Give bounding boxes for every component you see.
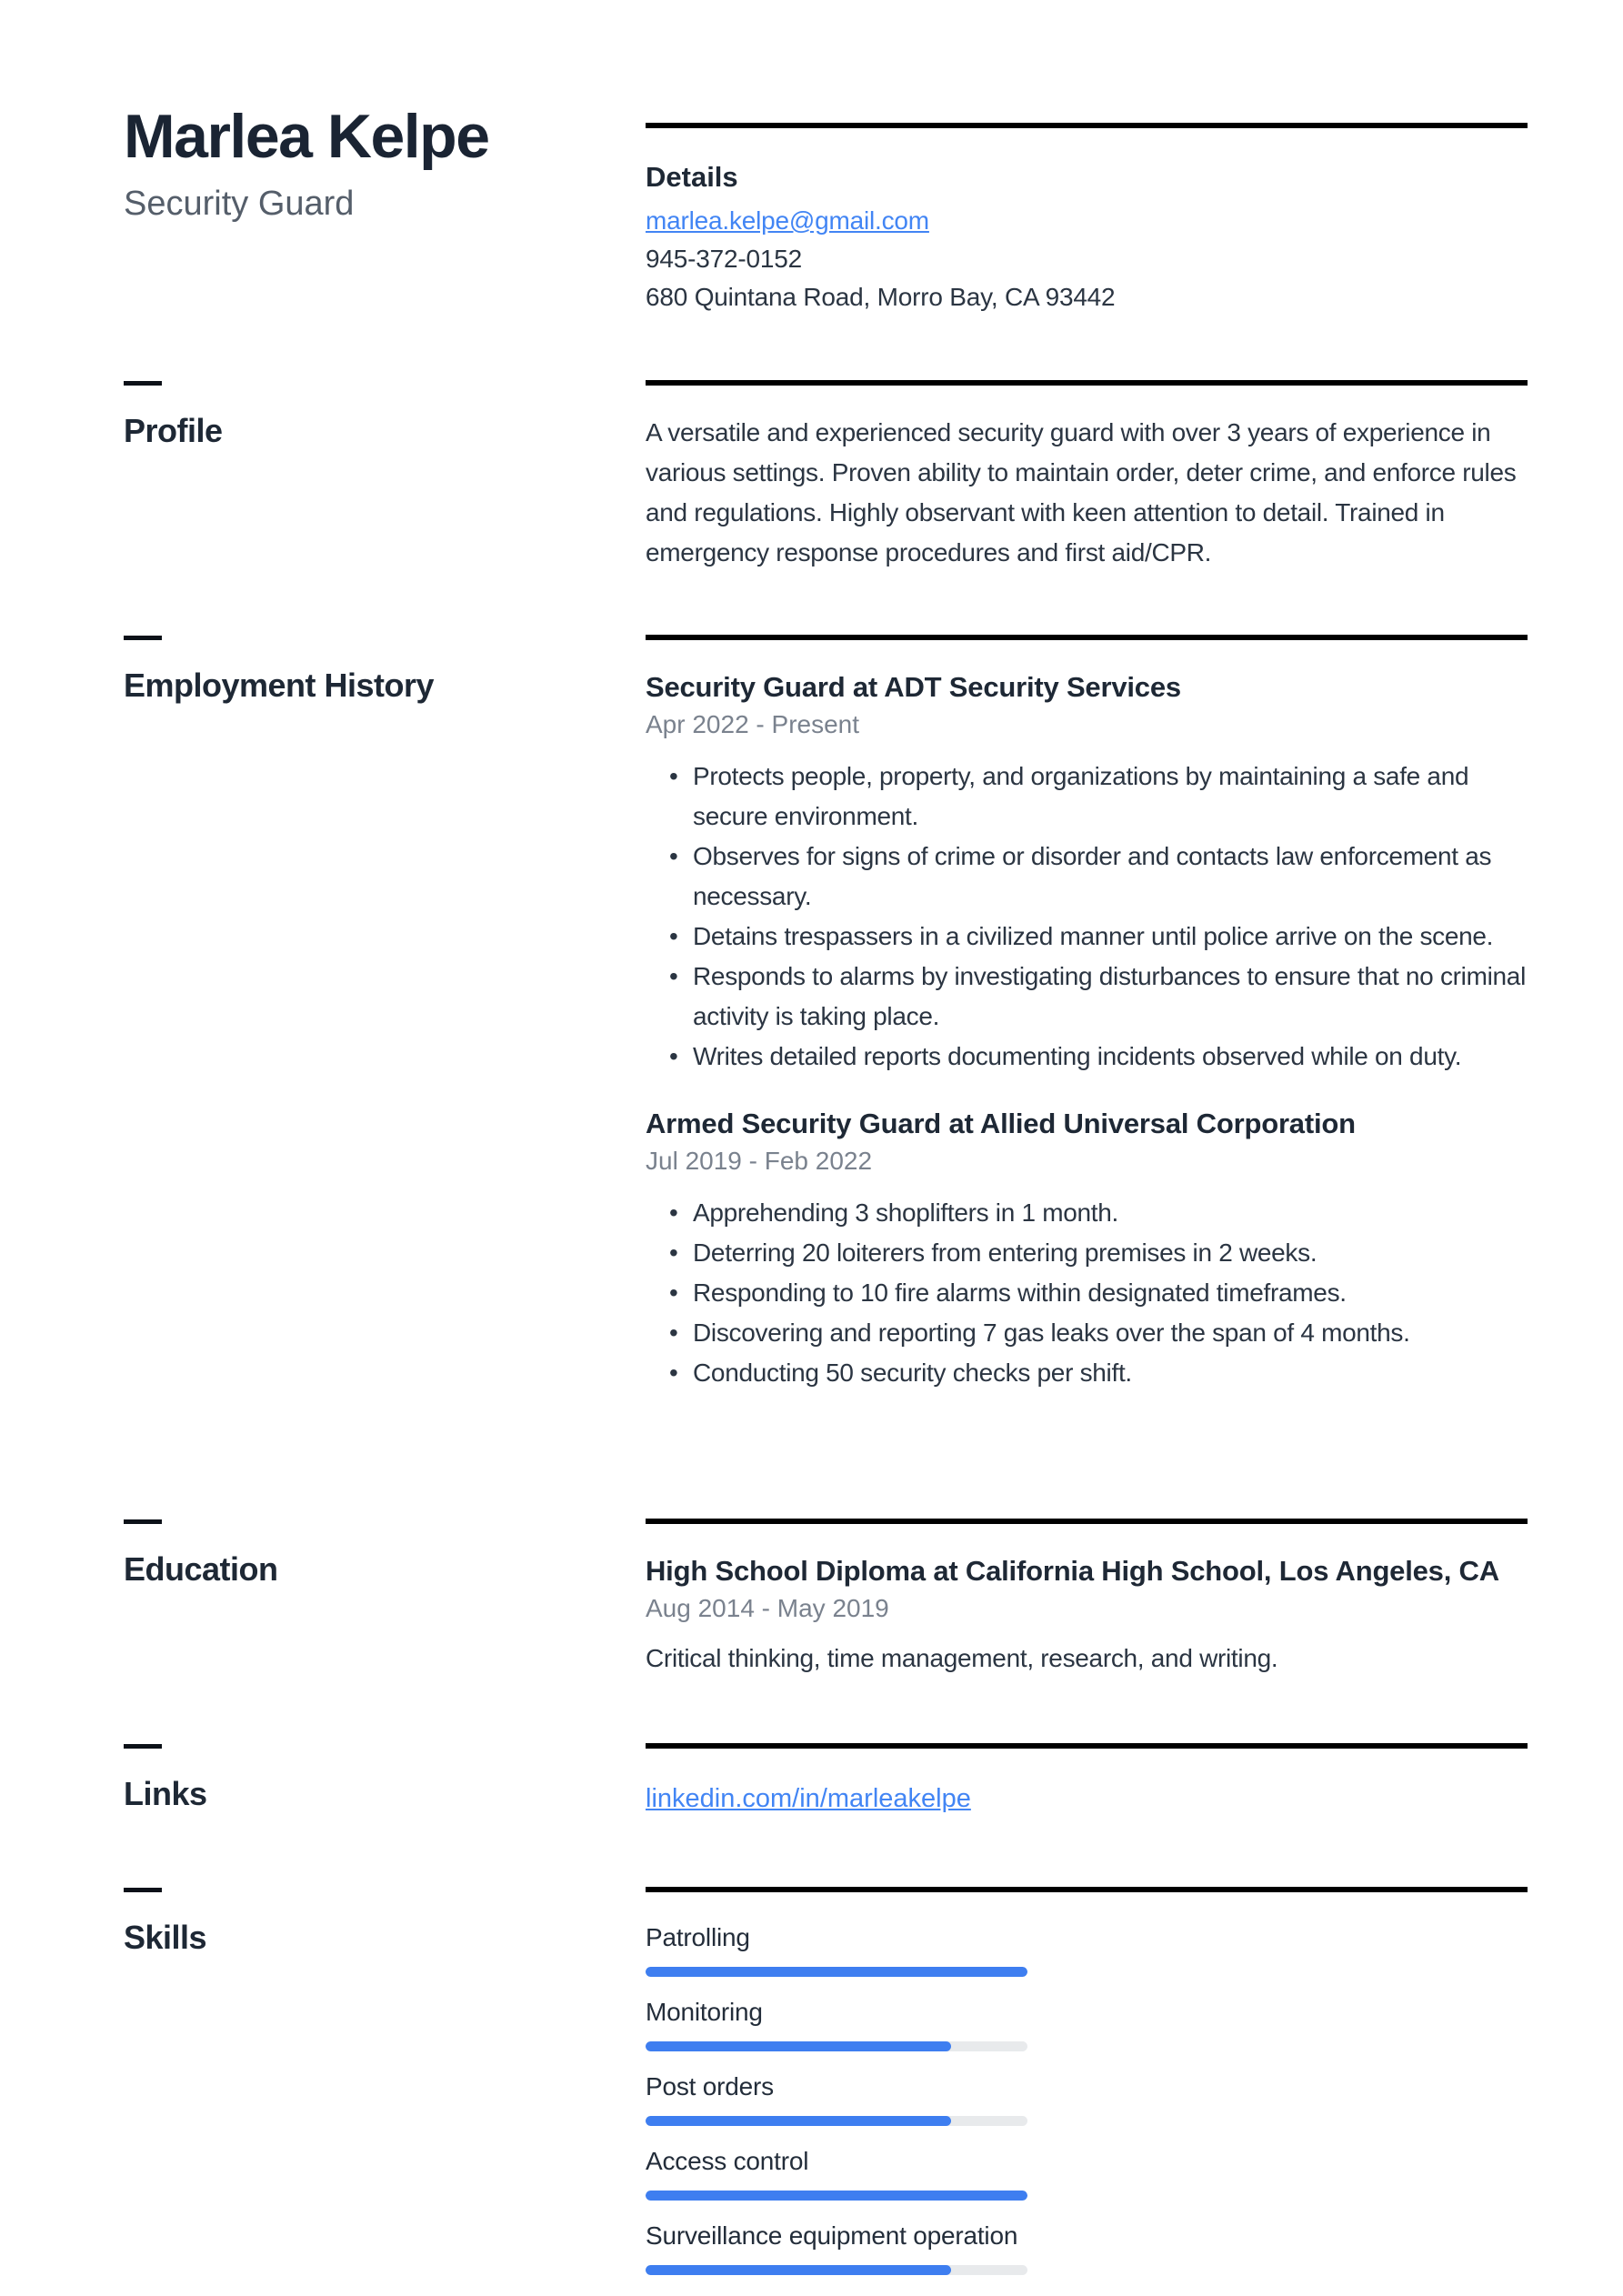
job-bullet-list xyxy=(646,757,1528,1077)
skill-bar-fill xyxy=(646,2116,951,2126)
skills-section xyxy=(124,1887,1528,2294)
person-name: Marlea Kelpe xyxy=(124,102,489,171)
skill-label: Monitoring xyxy=(646,1998,763,2026)
job-dates: Jul 2019 - Feb 2022 xyxy=(646,1147,873,1175)
bullet-item: • Discovering and reporting 7 gas leaks over the span of 4 months. xyxy=(646,1313,1528,1353)
skill-bar-track xyxy=(646,2191,1027,2201)
section-dash xyxy=(124,1744,162,1749)
profile-section xyxy=(124,380,1528,573)
skill-bar-track xyxy=(646,1967,1027,1977)
skill-bar-fill xyxy=(646,2265,951,2275)
job-title: Armed Security Guard at Allied Universal Corporation xyxy=(646,1108,1356,1139)
bullet-item: • Protects people, property, and organizations by maintaining a safe and secure environment. xyxy=(646,757,1528,837)
section-rule xyxy=(646,380,1528,386)
section-dash xyxy=(124,636,162,640)
skill-bar-track xyxy=(646,2265,1027,2275)
name-block xyxy=(124,102,633,225)
links-left xyxy=(124,1743,646,1818)
employment-section xyxy=(124,635,1528,1393)
skill-label: Patrolling xyxy=(646,1923,750,1951)
section-rule xyxy=(646,1887,1528,1892)
employment-left xyxy=(124,635,646,1393)
profile-text: A versatile and experienced security guard with over 3 years of experience in various settings. Proven ability to maintain order, deter crime, and enforce rules and regulations. Highly observant with keen attention to detail. Trained in emergency response procedures and first aid/CPR. xyxy=(646,418,1517,566)
links-section xyxy=(124,1743,1528,1818)
skill-bar-track xyxy=(646,2041,1027,2051)
skill-label: Post orders xyxy=(646,2072,774,2100)
bullet-item: • Observes for signs of crime or disorder and contacts law enforcement as necessary. xyxy=(646,837,1528,917)
skill-bar-track xyxy=(646,2116,1027,2126)
skill-label: Surveillance equipment operation xyxy=(646,2221,1018,2250)
skill-item xyxy=(646,1996,1528,2051)
bullet-item: • Deterring 20 loiterers from entering premises in 2 weeks. xyxy=(646,1233,1528,1273)
skills-right xyxy=(646,1887,1528,2294)
education-school: High School Diploma at California High School, Los Angeles, CA xyxy=(646,1555,1499,1587)
email-link[interactable]: marlea.kelpe@gmail.com xyxy=(646,206,929,235)
bullet-item: • Detains trespassers in a civilized manner until police arrive on the scene. xyxy=(646,917,1528,957)
bullet-item: • Responding to 10 fire alarms within designated timeframes. xyxy=(646,1273,1528,1313)
education-right xyxy=(646,1519,1528,1679)
profile-right xyxy=(646,380,1528,573)
person-job-title: Security Guard xyxy=(124,185,355,223)
bullet-item: • Writes detailed reports documenting incidents observed while on duty. xyxy=(646,1037,1528,1077)
job-dates: Apr 2022 - Present xyxy=(646,710,860,738)
details-section xyxy=(646,123,1528,316)
section-dash xyxy=(124,381,162,386)
bullet-item: • Conducting 50 security checks per shift. xyxy=(646,1353,1528,1393)
skill-bar-fill xyxy=(646,2191,1027,2201)
skill-bar-fill xyxy=(646,2041,951,2051)
skills-list xyxy=(646,1921,1528,2275)
employment-right xyxy=(646,635,1528,1393)
profile-heading: Profile xyxy=(124,412,223,449)
employment-heading: Employment History xyxy=(124,667,435,704)
skill-label: Access control xyxy=(646,2147,809,2175)
skill-item xyxy=(646,2220,1528,2275)
bullet-item: • Responds to alarms by investigating disturbances to ensure that no criminal activity is taking place. xyxy=(646,957,1528,1037)
skill-item xyxy=(646,2145,1528,2201)
education-section xyxy=(124,1519,1528,1679)
address: 680 Quintana Road, Morro Bay, CA 93442 xyxy=(646,283,1116,311)
section-rule xyxy=(646,1743,1528,1749)
section-dash xyxy=(124,1888,162,1892)
job-entry xyxy=(646,1104,1528,1393)
details-rule xyxy=(646,123,1528,128)
job-title: Security Guard at ADT Security Services xyxy=(646,671,1181,703)
skills-left xyxy=(124,1887,646,2294)
section-dash xyxy=(124,1519,162,1524)
education-heading: Education xyxy=(124,1550,278,1588)
job-bullet-list xyxy=(646,1193,1528,1393)
skills-heading: Skills xyxy=(124,1919,207,1956)
section-rule xyxy=(646,1519,1528,1524)
bullet-item: • Apprehending 3 shoplifters in 1 month. xyxy=(646,1193,1528,1233)
link-line xyxy=(646,1780,1528,1818)
skill-bar-fill xyxy=(646,1967,1027,1977)
section-rule xyxy=(646,635,1528,640)
email-line xyxy=(646,202,1528,240)
education-left xyxy=(124,1519,646,1679)
details-heading: Details xyxy=(646,161,738,193)
links-right xyxy=(646,1743,1528,1818)
profile-left xyxy=(124,380,646,573)
skill-item xyxy=(646,1921,1528,1977)
skill-item xyxy=(646,2070,1528,2126)
phone-number: 945-372-0152 xyxy=(646,245,802,273)
links-heading: Links xyxy=(124,1775,207,1812)
education-dates: Aug 2014 - May 2019 xyxy=(646,1594,889,1622)
linkedin-link[interactable]: linkedin.com/in/marleakelpe xyxy=(646,1784,971,1813)
education-description: Critical thinking, time management, research, and writing. xyxy=(646,1644,1278,1672)
job-entry xyxy=(646,667,1528,1077)
